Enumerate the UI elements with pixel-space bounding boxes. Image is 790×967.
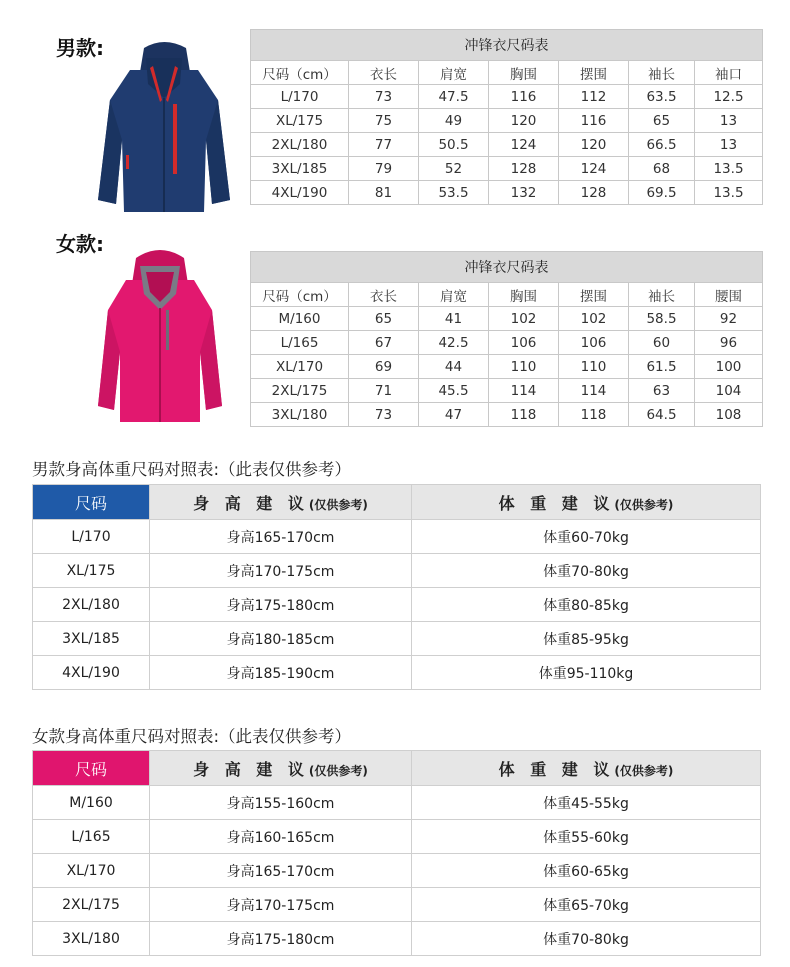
table-cell: 体重70-80kg [412, 554, 761, 588]
table-cell: 2XL/180 [251, 133, 349, 157]
table-cell: 体重95-110kg [412, 656, 761, 690]
table-row [251, 181, 763, 205]
women-hw-height-note: (仅供参考) [308, 763, 368, 778]
table-cell: 106 [559, 331, 629, 355]
table-cell: 60 [629, 331, 695, 355]
table-cell: 100 [695, 355, 763, 379]
table-cell: 身高165-170cm [150, 520, 412, 554]
table-row [33, 588, 761, 622]
women-chart-col-header: 胸围 [489, 283, 559, 307]
table-row [33, 554, 761, 588]
men-hw-heading: 男款身高体重尺码对照表:（此表仅供参考） [32, 460, 352, 479]
table-cell: 124 [559, 157, 629, 181]
table-cell: 身高180-185cm [150, 622, 412, 656]
table-cell: 58.5 [629, 307, 695, 331]
table-cell: 53.5 [419, 181, 489, 205]
table-cell: 66.5 [629, 133, 695, 157]
table-cell: 13 [695, 109, 763, 133]
women-chart-col-header: 摆围 [559, 283, 629, 307]
men-section-label: 男款: [56, 36, 104, 60]
table-row [251, 133, 763, 157]
women-hw-heading: 女款身高体重尺码对照表:（此表仅供参考） [32, 727, 352, 746]
table-cell: 79 [349, 157, 419, 181]
table-cell: 身高165-170cm [150, 854, 412, 888]
table-cell: 120 [489, 109, 559, 133]
table-cell: 体重60-65kg [412, 854, 761, 888]
table-cell: 2XL/175 [251, 379, 349, 403]
table-cell: 44 [419, 355, 489, 379]
table-cell: 114 [559, 379, 629, 403]
table-cell: 116 [489, 85, 559, 109]
table-cell: 52 [419, 157, 489, 181]
table-cell: 118 [559, 403, 629, 427]
men-chart-col-header: 摆围 [559, 61, 629, 85]
table-cell: 110 [559, 355, 629, 379]
table-cell: 体重80-85kg [412, 588, 761, 622]
table-row [33, 922, 761, 956]
table-cell: 106 [489, 331, 559, 355]
table-cell: 2XL/175 [33, 888, 150, 922]
table-row [251, 157, 763, 181]
table-cell: XL/175 [251, 109, 349, 133]
table-cell: 112 [559, 85, 629, 109]
table-cell: 92 [695, 307, 763, 331]
table-cell: L/170 [33, 520, 150, 554]
women-jacket-image [96, 248, 224, 424]
table-cell: 体重85-95kg [412, 622, 761, 656]
women-hw-weight-note: (仅供参考) [614, 763, 674, 778]
men-chart-col-header: 衣长 [349, 61, 419, 85]
table-cell: 69 [349, 355, 419, 379]
table-cell: 128 [489, 157, 559, 181]
table-cell: 114 [489, 379, 559, 403]
table-cell: 128 [559, 181, 629, 205]
table-cell: 69.5 [629, 181, 695, 205]
table-cell: 身高170-175cm [150, 554, 412, 588]
table-cell: 73 [349, 403, 419, 427]
table-cell: 身高160-165cm [150, 820, 412, 854]
table-cell: 身高155-160cm [150, 786, 412, 820]
table-cell: 3XL/180 [33, 922, 150, 956]
table-cell: 4XL/190 [33, 656, 150, 690]
table-cell: 47.5 [419, 85, 489, 109]
table-cell: 3XL/185 [33, 622, 150, 656]
table-cell: 116 [559, 109, 629, 133]
table-cell: 身高175-180cm [150, 588, 412, 622]
table-cell: XL/175 [33, 554, 150, 588]
table-cell: 50.5 [419, 133, 489, 157]
table-cell: 4XL/190 [251, 181, 349, 205]
men-jacket-image [96, 40, 232, 215]
table-cell: L/165 [33, 820, 150, 854]
table-cell: 61.5 [629, 355, 695, 379]
table-cell: 体重45-55kg [412, 786, 761, 820]
women-size-chart-title: 冲锋衣尺码表 [251, 252, 763, 283]
table-cell: 68 [629, 157, 695, 181]
table-cell: 身高175-180cm [150, 922, 412, 956]
men-hw-weight-header: 体 重 建 议(仅供参考) [412, 485, 761, 520]
women-chart-col-header: 腰围 [695, 283, 763, 307]
women-hw-height-header: 身 高 建 议(仅供参考) [150, 751, 412, 786]
table-cell: 42.5 [419, 331, 489, 355]
table-cell: 110 [489, 355, 559, 379]
table-cell: 13.5 [695, 157, 763, 181]
table-cell: M/160 [33, 786, 150, 820]
table-cell: 13 [695, 133, 763, 157]
table-cell: 71 [349, 379, 419, 403]
men-chart-col-header: 胸围 [489, 61, 559, 85]
table-cell: 47 [419, 403, 489, 427]
table-cell: 63.5 [629, 85, 695, 109]
women-chart-col-header: 衣长 [349, 283, 419, 307]
table-cell: XL/170 [33, 854, 150, 888]
women-hw-size-header: 尺码 [33, 751, 150, 786]
table-cell: 132 [489, 181, 559, 205]
table-row [33, 656, 761, 690]
table-cell: 77 [349, 133, 419, 157]
table-cell: 108 [695, 403, 763, 427]
women-hw-table [32, 750, 761, 956]
table-cell: 81 [349, 181, 419, 205]
table-cell: 体重65-70kg [412, 888, 761, 922]
table-cell: 73 [349, 85, 419, 109]
table-cell: XL/170 [251, 355, 349, 379]
table-cell: L/165 [251, 331, 349, 355]
women-size-chart [250, 251, 763, 427]
table-cell: 2XL/180 [33, 588, 150, 622]
table-cell: 96 [695, 331, 763, 355]
table-cell: 身高185-190cm [150, 656, 412, 690]
table-row [251, 307, 763, 331]
men-chart-col-header: 袖口 [695, 61, 763, 85]
table-cell: 64.5 [629, 403, 695, 427]
table-row [33, 854, 761, 888]
table-cell: L/170 [251, 85, 349, 109]
men-chart-col-header: 袖长 [629, 61, 695, 85]
table-row [33, 520, 761, 554]
table-cell: 67 [349, 331, 419, 355]
table-cell: 65 [349, 307, 419, 331]
men-size-chart [250, 29, 763, 205]
table-cell: 45.5 [419, 379, 489, 403]
women-chart-col-header: 肩宽 [419, 283, 489, 307]
women-section-label: 女款: [56, 232, 104, 256]
women-chart-col-header: 尺码（cm） [251, 283, 349, 307]
men-chart-col-header: 肩宽 [419, 61, 489, 85]
table-row [251, 109, 763, 133]
table-row [251, 331, 763, 355]
table-row [33, 622, 761, 656]
table-cell: 身高170-175cm [150, 888, 412, 922]
table-cell: 41 [419, 307, 489, 331]
table-row [251, 379, 763, 403]
table-row [251, 85, 763, 109]
table-cell: 12.5 [695, 85, 763, 109]
table-cell: 65 [629, 109, 695, 133]
table-row [33, 820, 761, 854]
table-cell: 104 [695, 379, 763, 403]
men-chart-col-header: 尺码（cm） [251, 61, 349, 85]
table-cell: M/160 [251, 307, 349, 331]
table-cell: 102 [489, 307, 559, 331]
men-hw-weight-note: (仅供参考) [614, 497, 674, 512]
men-hw-size-header: 尺码 [33, 485, 150, 520]
table-row [251, 355, 763, 379]
men-hw-table [32, 484, 761, 690]
women-hw-weight-header: 体 重 建 议(仅供参考) [412, 751, 761, 786]
table-cell: 75 [349, 109, 419, 133]
table-cell: 体重70-80kg [412, 922, 761, 956]
table-cell: 124 [489, 133, 559, 157]
table-cell: 体重60-70kg [412, 520, 761, 554]
men-size-chart-title: 冲锋衣尺码表 [251, 30, 763, 61]
table-row [251, 403, 763, 427]
men-hw-height-header: 身 高 建 议(仅供参考) [150, 485, 412, 520]
table-cell: 3XL/180 [251, 403, 349, 427]
table-cell: 3XL/185 [251, 157, 349, 181]
table-cell: 102 [559, 307, 629, 331]
women-chart-col-header: 袖长 [629, 283, 695, 307]
table-row [33, 888, 761, 922]
men-hw-height-note: (仅供参考) [308, 497, 368, 512]
table-cell: 118 [489, 403, 559, 427]
table-row [33, 786, 761, 820]
table-cell: 63 [629, 379, 695, 403]
table-cell: 13.5 [695, 181, 763, 205]
table-cell: 体重55-60kg [412, 820, 761, 854]
table-cell: 49 [419, 109, 489, 133]
table-cell: 120 [559, 133, 629, 157]
